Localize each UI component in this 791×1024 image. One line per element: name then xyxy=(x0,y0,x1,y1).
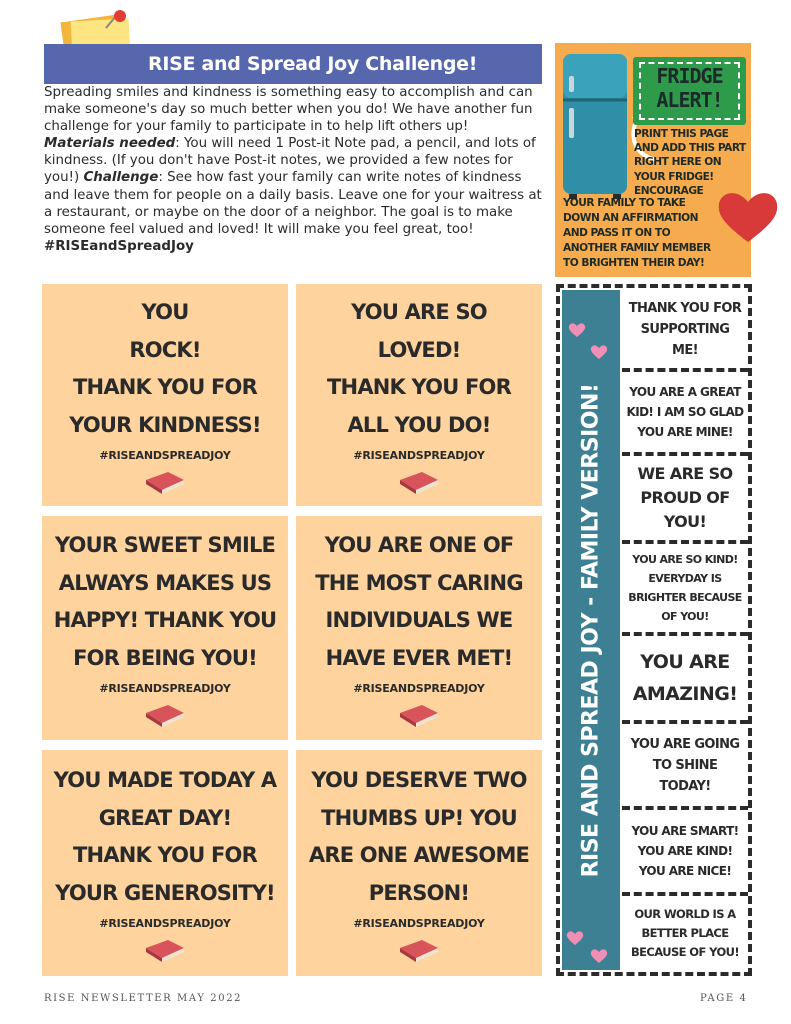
footer-newsletter: RISE NEWSLETTER MAY 2022 xyxy=(44,993,243,1004)
card-hashtag: #RISEANDSPREADJOY xyxy=(353,449,485,462)
kindness-card xyxy=(296,284,542,506)
family-affirmation xyxy=(622,896,748,970)
book-icon xyxy=(142,470,188,496)
hashtag: #RISEandSpreadJoy xyxy=(44,238,194,254)
kindness-card xyxy=(296,750,542,976)
card-message: YOU ARE ONE OF THE MOST CARING INDIVIDUALS WE HAVE EVER MET! xyxy=(315,533,523,670)
book-icon xyxy=(396,470,442,496)
pink-heart-icon xyxy=(568,322,586,338)
card-message: YOUR SWEET SMILE ALWAYS MAKES US HAPPY! THANK YOU FOR BEING YOU! xyxy=(53,533,277,670)
family-affirmation xyxy=(622,290,748,372)
affirmation-text: OUR WORLD IS A BETTER PLACE BECAUSE OF YOU! xyxy=(631,906,739,959)
materials-text: : You will need 1 Post-it Note pad, a pencil, and lots of kindness. (If you don't have Post-it notes, we provided a few notes for you!) xyxy=(44,136,536,186)
card-message: YOU MADE TODAY A GREAT DAY! THANK YOU FOR YOUR GENEROSITY! xyxy=(53,768,277,905)
family-affirmation xyxy=(622,810,748,896)
intro-paragraph: Spreading smiles and kindness is something easy to accomplish and can make someone's day so much better when you do! We have another fun challenge for your family to participate in to help lift others up! xyxy=(44,85,533,135)
family-affirmation xyxy=(622,544,748,636)
card-message: YOU ARE SO LOVED! THANK YOU FOR ALL YOU DO! xyxy=(327,300,511,437)
challenge-text: : See how fast your family can write notes of kindness and leave them for people on a daily basis. Leave one for your waitress at a restaurant, or maybe on the door of a neighbor. The goal is to make someone feel valued and loved! It will make you feel great, too! xyxy=(44,170,542,237)
card-hashtag: #RISEANDSPREADJOY xyxy=(99,917,231,930)
affirmation-text: THANK YOU FOR SUPPORTING ME! xyxy=(628,300,742,358)
affirmation-text: YOU ARE SO KIND! EVERYDAY IS BRIGHTER BECAUSE OF YOU! xyxy=(628,553,742,623)
footer-page-number: PAGE 4 xyxy=(700,993,748,1004)
card-message: YOU DESERVE TWO THUMBS UP! YOU ARE ONE AWESOME PERSON! xyxy=(308,768,530,905)
family-strip-title-wrap xyxy=(562,290,620,970)
book-icon xyxy=(396,938,442,964)
book-icon xyxy=(396,703,442,729)
card-message: YOU ROCK! THANK YOU FOR YOUR KINDNESS! xyxy=(69,300,261,437)
family-affirmation xyxy=(622,456,748,544)
affirmation-text: YOU ARE AMAZING! xyxy=(632,651,738,705)
challenge-label: Challenge xyxy=(83,170,159,186)
fridge-alert-title: FRIDGE ALERT! xyxy=(656,64,723,112)
pink-heart-icon xyxy=(590,344,608,360)
card-hashtag: #RISEANDSPREADJOY xyxy=(353,682,485,695)
family-affirmation xyxy=(622,372,748,456)
fridge-alert-text-bottom: YOUR FAMILY TO TAKE DOWN AN AFFIRMATION AND PASS IT ON TO ANOTHER FAMILY MEMBER TO BRIGHTEN THEIR DAY! xyxy=(563,197,711,269)
heart-icon xyxy=(717,188,779,244)
kindness-card xyxy=(42,750,288,976)
book-icon xyxy=(142,938,188,964)
materials-label: Materials needed xyxy=(44,136,176,152)
card-hashtag: #RISEANDSPREADJOY xyxy=(99,449,231,462)
kindness-card xyxy=(296,516,542,740)
intro-text xyxy=(44,84,544,255)
affirmation-text: YOU ARE GOING TO SHINE TODAY! xyxy=(630,736,740,794)
fridge-icon xyxy=(561,52,631,200)
kindness-card xyxy=(42,284,288,506)
affirmation-text: YOU ARE A GREAT KID! I AM SO GLAD YOU ARE MINE! xyxy=(626,385,744,439)
family-affirmation xyxy=(622,636,748,724)
page-title: RISE and Spread Joy Challenge! xyxy=(148,53,478,75)
card-hashtag: #RISEANDSPREADJOY xyxy=(99,682,231,695)
pink-heart-icon xyxy=(566,930,584,946)
book-icon xyxy=(142,703,188,729)
affirmation-text: WE ARE SO PROUD OF YOU! xyxy=(637,464,733,531)
family-strip-title: RISE AND SPREAD JOY - FAMILY VERSION! xyxy=(578,383,604,877)
fridge-alert-text-right: PRINT THIS PAGE AND ADD THIS PART RIGHT HERE ON YOUR FRIDGE! ENCOURAGE xyxy=(634,128,746,197)
family-affirmation xyxy=(622,724,748,810)
affirmation-text: YOU ARE SMART! YOU ARE KIND! YOU ARE NICE! xyxy=(631,824,739,878)
kindness-card xyxy=(42,516,288,740)
pink-heart-icon xyxy=(590,948,608,964)
card-hashtag: #RISEANDSPREADJOY xyxy=(353,917,485,930)
